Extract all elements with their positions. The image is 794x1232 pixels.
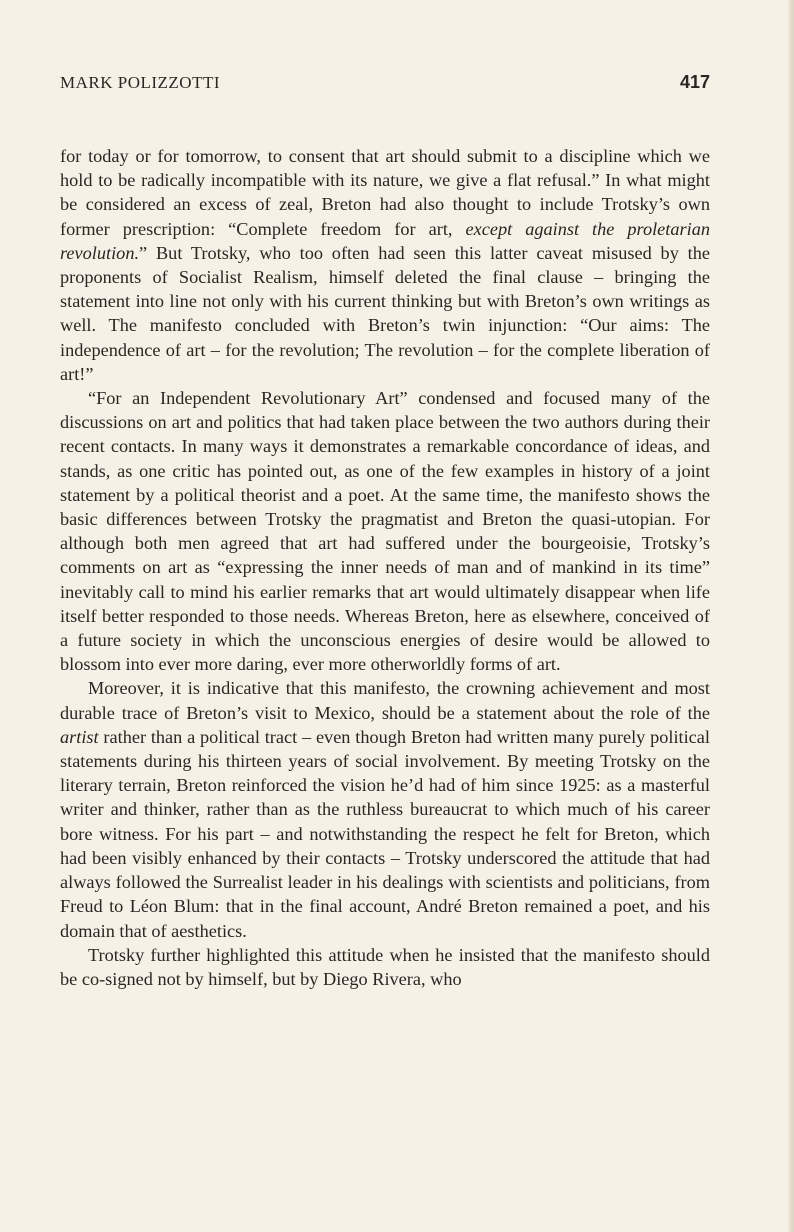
text-segment: Moreover, it is indicative that this manifesto, the crowning achievement and most durable trace of Breton’s visit to Mexico, should be a statement about the role of the: [60, 678, 710, 723]
running-head-author: MARK POLIZZOTTI: [60, 73, 221, 92]
italic-phrase: except against the proletarian revolution.: [60, 218, 710, 263]
paragraph-2: [60, 386, 710, 676]
text-segment: “For an Independent Revolutionary Art” condensed and focused many of the discussions on art and politics that had taken place between the two authors during their recent contacts. In many ways it demonstrates a remarkable concordance of ideas, and stands, as one critic has pointed out, as one of the few examples in history of a joint statement by a political theorist and a poet. At the same time, the manifesto shows the basic differences between Trotsky the pragmatist and Breton the quasi-utopian. For although both men agreed that art had suffered under the bourgeoisie, Trotsky’s comments on art as “expressing the inner needs of man and of mankind in its time” inevitably call to mind his earlier remarks that art would ultimately disappear when life itself better responded to those needs. Whereas Breton, here as elsewhere, conceived of a future society in which the unconscious energies of desire would be allowed to blossom into ever more daring, ever more otherworldly forms of art.: [60, 388, 710, 675]
text-segment: for today or for tomorrow, to consent that art should submit to a discipline which we hold to be radically incompatible with its nature, we give a flat refusal.” In what might be considered an excess of zeal, Breton had also thought to include Trotsky’s own former prescription: “Complete freedom for art,: [60, 146, 710, 239]
text-segment: rather than a political tract – even though Breton had written many purely political statements during his thirteen years of social involvement. By meeting Trotsky on the literary terrain, Breton reinforced the vision he’d had of him since 1925: as a masterful writer and thinker, rather than as the ruthless bureaucrat to which much of his career bore witness. For his part – and notwithstanding the respect he felt for Breton, which had been visibly enhanced by their contacts – Trotsky underscored the attitude that had always followed the Surrealist leader in his dealings with scientists and politicians, from Freud to Léon Blum: that in the final account, André Breton remained a poet, and his domain that of aesthetics.: [60, 726, 710, 941]
paragraph-1: [60, 144, 710, 386]
page-edge-shadow: [788, 0, 794, 1232]
running-head: [60, 72, 710, 93]
body-text: [60, 144, 710, 991]
italic-word: artist: [60, 726, 99, 747]
text-segment: Trotsky further highlighted this attitude when he insisted that the manifesto should be co-signed not by himself, but by Diego Rivera, who: [60, 944, 710, 989]
page-number: 417: [679, 72, 710, 92]
text-segment: ” But Trotsky, who too often had seen this latter caveat misused by the proponents of Socialist Realism, himself deleted the final clause – bringing the statement into line not only with his current thinking but with Breton’s own writings as well. The manifesto concluded with Breton’s twin injunction: “Our aims: The independence of art – for the revolution; The revolution – for the complete liberation of art!”: [60, 242, 710, 384]
paragraph-4: [60, 943, 710, 991]
paragraph-3: [60, 676, 710, 942]
